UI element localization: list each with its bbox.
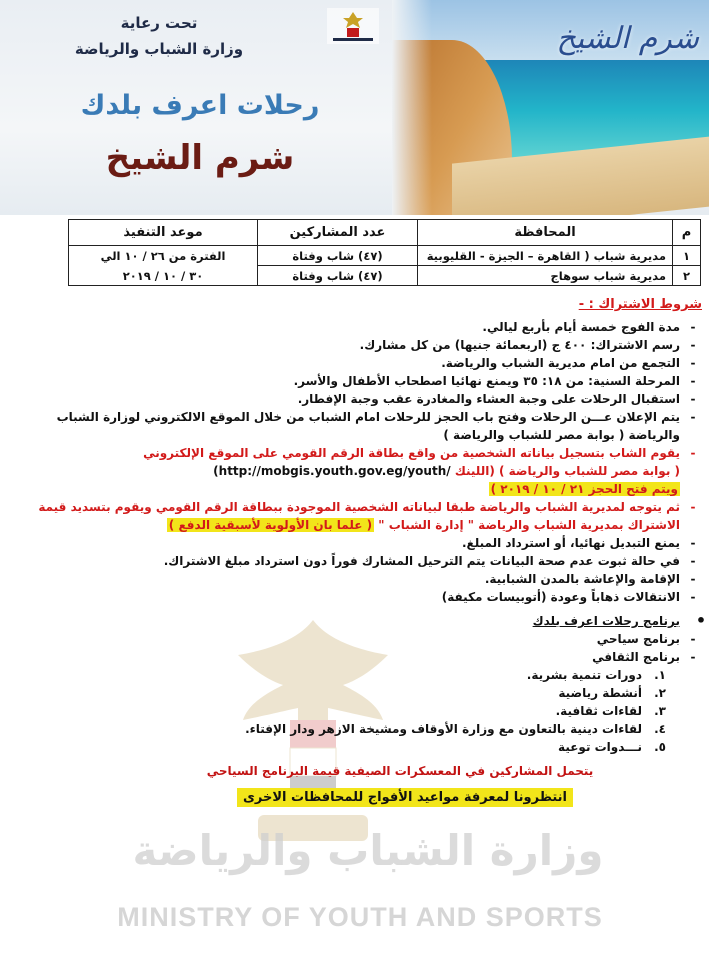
conditions-title: شروط الاشتراك : - (578, 297, 702, 312)
register-line-2 (18, 462, 680, 480)
row-num: ١ (673, 246, 701, 266)
col-header-date: موعد التنفيذ (69, 220, 258, 246)
cultural-item-text: أنشطة رياضية (558, 686, 642, 700)
list-item (18, 738, 702, 756)
watermark-arabic: وزارة الشباب والرياضة (132, 826, 604, 875)
date-line-1: الفترة من ٢٦ / ١٠ الي (100, 248, 226, 263)
condition-text: المرحلة السنية: من ١٨: ٣٥ ويمنع نهائيا اصطحاب الأطفال والأسر. (293, 374, 680, 388)
condition-text: في حالة ثبوت عدم صحة البيانات يتم الترحيل المشارك فوراً دون استرداد مبلغ الاشتراك. (163, 554, 680, 568)
watermark-english: MINISTRY OF YOUTH AND SPORTS (117, 902, 603, 932)
condition-text: يمنع التبديل نهائيا، أو استرداد المبلغ. (462, 536, 680, 550)
patronage-text: تحت رعاية (120, 14, 198, 32)
program-section-title: • برنامج رحلات اعرف بلدك (532, 611, 707, 630)
program-tourism: برنامج سياحي (596, 632, 680, 646)
wait-note (18, 788, 702, 807)
row-date (69, 246, 258, 286)
col-header-num: م (673, 220, 701, 246)
payment-instruction: - ثم يتوجه لمديرية الشباب والرياضة طبقا لبياناته الشخصية الموجودة ببطاقة الرقم القومي ويقوم بتسديد قيمة الاشتراك بمديرية الشباب والرياضة " إدارة الشباب " ( علما بان الأولوية لأسبقية الدفع ) (18, 498, 702, 534)
row-num: ٢ (673, 266, 701, 286)
item-number: ١. (654, 668, 666, 682)
list-item: - يتم الإعلان عـــن الرحلات وفتح باب الحجز للرحلات امام الشباب من خلال الموقع الالكتروني لوزارة الشباب والرياضة ( بوابة مصر للشباب والرياضة ) (56, 410, 696, 442)
register-portal-text: ( بوابة مصر للشباب والرياضة ) (اللينك (454, 464, 680, 478)
item-number: ٢. (654, 686, 666, 700)
row-participants: (٤٧) شاب وفتاة (258, 266, 418, 286)
col-header-participants: عدد المشاركين (258, 220, 418, 246)
list-item (18, 684, 702, 702)
destination-title: شرم الشيخ (105, 138, 295, 178)
booking-open-date: ويتم فتح الحجز ٢١ / ١٠ / ٢٠١٩ ) (490, 482, 678, 496)
document-body (18, 296, 707, 807)
item-number: ٤. (654, 722, 666, 736)
row-governorate: مديرية شباب سوهاج (418, 266, 673, 286)
register-instruction: - يقوم الشاب بتسجيل بياناته الشخصية من واقع بطاقة الرقم القومي على الموقع الإلكتروني ( بوابة مصر للشباب والرياضة ) (اللينك (http://mobgis.youth.gov.eg/youth/ ويتم فتح الحجز ٢١ / ١٠ / ٢٠١٩ ) (18, 444, 702, 498)
condition-text: مدة الفوج خمسة أيام بأربع ليالي. (482, 320, 680, 334)
table-row (69, 246, 701, 266)
list-item (18, 720, 702, 738)
payment-line-1: ثم يتوجه لمديرية الشباب والرياضة طبقا لبياناته الشخصية الموجودة ببطاقة الرقم القومي ويقوم بتسديد قيمة (38, 500, 680, 514)
list-item: - التجمع من امام مديرية الشباب والرياضة. (441, 356, 696, 370)
payment-office-text: الاشتراك بمديرية الشباب والرياضة " إدارة الشباب " (378, 518, 680, 532)
col-header-governorate: المحافظة (418, 220, 673, 246)
table-header-row (69, 220, 701, 246)
condition-text: رسم الاشتراك: ٤٠٠ ج (اربعمائة جنيها) من كل مشارك. (359, 338, 680, 352)
item-number: ٥. (654, 740, 666, 754)
list-item: - يمنع التبديل نهائيا، أو استرداد المبلغ. (462, 536, 696, 550)
cultural-item-text: لقاءات ثقافية. (555, 704, 642, 718)
row-participants: (٤٧) شاب وفتاة (258, 246, 418, 266)
condition-text: استقبال الرحلات على وجبة العشاء والمغادرة عقب وجبة الإفطار. (297, 392, 680, 406)
list-item: - الانتقالات ذهاباً وعودة (أتوبيسات مكيفة) (441, 590, 696, 604)
row-governorate: مديرية شباب ( القاهرة – الجيزة - القليوبية (418, 246, 673, 266)
list-item: - برنامج الثقافي (592, 650, 696, 664)
wait-note-text: انتظرونا لمعرفة مواعيد الأفواج للمحافظات الاخرى (237, 788, 573, 807)
list-item: - برنامج سياحي (596, 632, 696, 646)
trips-table (68, 219, 701, 286)
cultural-item-text: نـــدوات توعية (558, 740, 642, 754)
cultural-item-text: لقاءات دينية بالتعاون مع وزارة الأوقاف ومشيخة الازهر ودار الإفتاء. (245, 722, 642, 736)
sharm-beach-photo (392, 0, 709, 215)
item-number: ٣. (654, 704, 666, 718)
list-item: - رسم الاشتراك: ٤٠٠ ج (اربعمائة جنيها) من كل مشارك. (359, 338, 696, 352)
program-section-title-text: برنامج رحلات اعرف بلدك (532, 614, 680, 628)
header-banner (0, 0, 709, 215)
list-item (18, 666, 702, 684)
register-link[interactable]: (http://mobgis.youth.gov.eg/youth/ (213, 464, 451, 478)
photo-caption: شرم الشيخ (556, 21, 699, 56)
list-item: - استقبال الرحلات على وجبة العشاء والمغادرة عقب وجبة الإفطار. (297, 392, 696, 406)
condition-text: الإقامة والإعاشة بالمدن الشبابية. (484, 572, 680, 586)
payment-line-2 (18, 516, 680, 534)
list-item (18, 702, 702, 720)
moy-logo-icon (327, 8, 379, 44)
fees-note: يتحمل المشاركين في المعسكرات الصيفية قيمة البرنامج السياحي (206, 764, 594, 778)
list-item: - في حالة ثبوت عدم صحة البيانات يتم الترحيل المشارك فوراً دون استرداد مبلغ الاشتراك. (163, 554, 696, 568)
list-item: - الإقامة والإعاشة بالمدن الشبابية. (484, 572, 696, 586)
program-cultural: برنامج الثقافي (592, 650, 680, 664)
cultural-item-text: دورات تنمية بشرية. (526, 668, 642, 682)
condition-text: الانتقالات ذهاباً وعودة (أتوبيسات مكيفة) (441, 590, 680, 604)
date-line-2: ٣٠ / ١٠ / ٢٠١٩ (122, 268, 204, 283)
list-item: - مدة الفوج خمسة أيام بأربع ليالي. (482, 320, 696, 334)
program-title: رحلات اعرف بلدك (80, 90, 320, 121)
register-line-3 (18, 480, 680, 498)
register-line-1: يقوم الشاب بتسجيل بياناته الشخصية من واقع بطاقة الرقم القومي على الموقع الإلكتروني (143, 446, 680, 460)
list-item: - المرحلة السنية: من ١٨: ٣٥ ويمنع نهائيا اصطحاب الأطفال والأسر. (293, 374, 696, 388)
condition-text: يتم الإعلان عـــن الرحلات وفتح باب الحجز للرحلات امام الشباب من خلال الموقع الالكتروني لوزارة الشباب والرياضة ( بوابة مصر للشباب والرياضة ) (56, 410, 680, 442)
condition-text: التجمع من امام مديرية الشباب والرياضة. (441, 356, 680, 370)
payment-priority-note: ( علما بان الأولوية لأسبقية الدفع ) (168, 518, 373, 532)
ministry-name: وزارة الشباب والرياضة (74, 40, 244, 58)
